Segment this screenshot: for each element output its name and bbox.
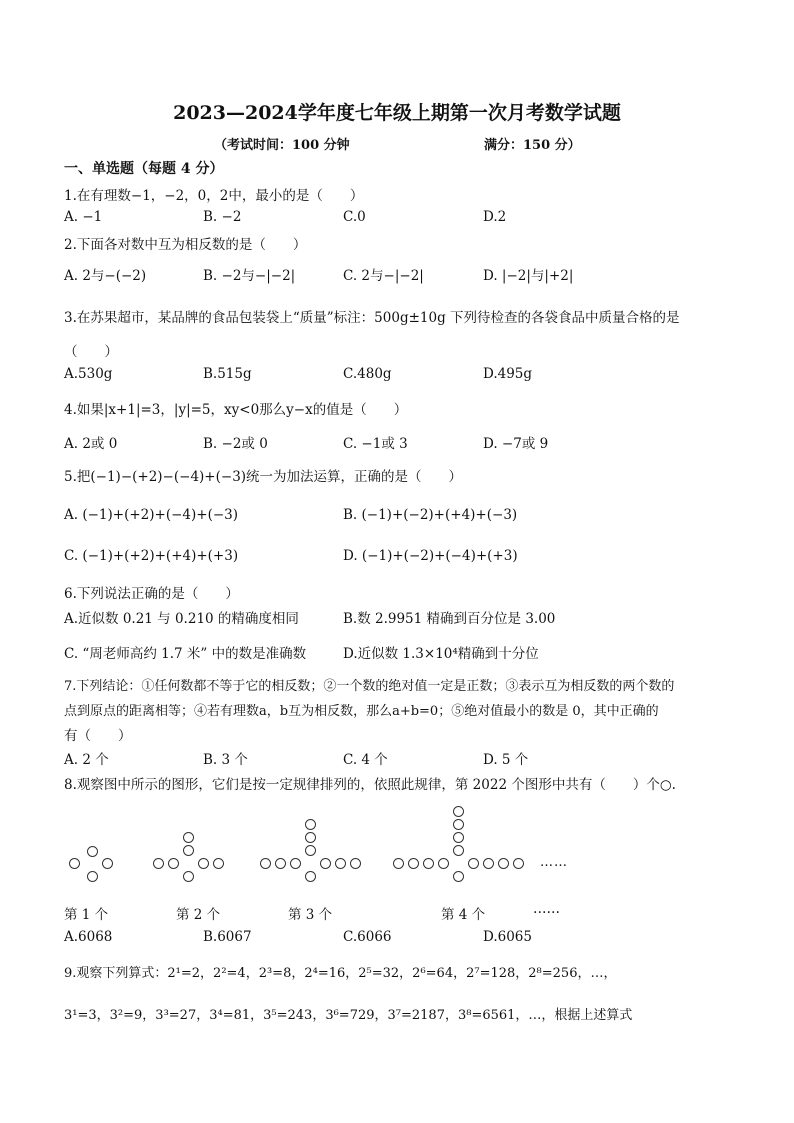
- circle: [69, 858, 80, 869]
- circle: [468, 858, 479, 869]
- q4-option-b: B. −2或 0: [203, 436, 268, 452]
- question-3-stem: 3.在苏果超市，某品牌的食品包装袋上“质量”标注：500g±10g 下列待检查的各袋食品中质量合格的是: [64, 310, 680, 326]
- circle: [305, 832, 316, 843]
- circle: [453, 819, 464, 830]
- q3-option-c: C.480g: [343, 366, 392, 382]
- q7-option-d: D. 5 个: [483, 752, 529, 768]
- q2-option-d: D. |−2|与|+2|: [483, 268, 574, 284]
- q3-option-d: D.495g: [483, 366, 533, 382]
- circle: [198, 858, 209, 869]
- section-heading: 一、单选题（每题 4 分）: [64, 161, 224, 177]
- question-7-stem-cont: 点到原点的距离相等；④若有理数a，b互为相反数，那么a+b=0；⑤绝对值最小的数是 0，其中正确的: [64, 704, 659, 719]
- circle: [275, 858, 286, 869]
- q1-option-b: B. −2: [203, 209, 242, 225]
- q6-option-c: C. “周老师高约 1.7 米” 中的数是准确数: [64, 646, 307, 662]
- figure-label-2: 第 2 个: [176, 907, 221, 923]
- q5-option-a: A. (−1)+(+2)+(−4)+(−3): [64, 507, 239, 523]
- circle: [320, 858, 331, 869]
- circle: [213, 858, 224, 869]
- circle: [408, 858, 419, 869]
- circle: [438, 858, 449, 869]
- circle: [350, 858, 361, 869]
- circle: [290, 858, 301, 869]
- question-7-stem: 7.下列结论：①任何数都不等于它的相反数；②一个数的绝对值一定是正数；③表示互为相反数的两个数的: [64, 679, 675, 694]
- question-9-stem: 9.观察下列算式：2¹=2，2²=4，2³=8，2⁴=16，2⁵=32，2⁶=64，2⁷=128，2⁸=256，…，: [64, 966, 617, 981]
- page-title: 2023—2024学年度七年级上期第一次月考数学试题: [173, 102, 621, 124]
- circle: [183, 832, 194, 843]
- circle: [453, 832, 464, 843]
- q7-option-c: C. 4 个: [343, 752, 388, 768]
- circle: [453, 806, 464, 817]
- circle: [260, 858, 271, 869]
- q4-option-d: D. −7或 9: [483, 436, 549, 452]
- figure-label-3: 第 3 个: [288, 907, 333, 923]
- q1-option-a: A. −1: [64, 209, 103, 225]
- circle: [87, 846, 98, 857]
- q1-option-d: D.2: [483, 209, 507, 225]
- q3-option-a: A.530g: [64, 366, 113, 382]
- circle: [305, 871, 316, 882]
- q5-option-b: B. (−1)+(−2)+(+4)+(−3): [343, 507, 518, 523]
- circle: [102, 858, 113, 869]
- circle: [423, 858, 434, 869]
- q6-option-b: B.数 2.9951 精确到百分位是 3.00: [343, 611, 556, 627]
- question-2-stem: 2.下面各对数中互为相反数的是（ ）: [64, 237, 307, 253]
- q8-option-c: C.6066: [343, 929, 392, 945]
- circle: [483, 858, 494, 869]
- q7-option-b: B. 3 个: [203, 752, 248, 768]
- question-6-stem: 6.下列说法正确的是（ ）: [64, 586, 239, 602]
- question-4-stem: 4.如果|x+1|=3，|y|=5，xy<0那么y−x的值是（ ）: [64, 402, 408, 418]
- q2-option-a: A. 2与−(−2): [64, 268, 147, 284]
- question-5-stem: 5.把(−1)−(+2)−(−4)+(−3)统一为加法运算，正确的是（ ）: [64, 469, 463, 485]
- q4-option-c: C. −1或 3: [343, 436, 408, 452]
- figure-ellipsis: ……: [540, 855, 568, 870]
- circle: [183, 845, 194, 856]
- q4-option-a: A. 2或 0: [64, 436, 118, 452]
- circle: [168, 858, 179, 869]
- q2-option-b: B. −2与−|−2|: [203, 268, 296, 284]
- question-3-stem-cont: （ ）: [64, 344, 118, 360]
- q8-option-b: B.6067: [203, 929, 252, 945]
- figure-label-4: 第 4 个: [441, 907, 486, 923]
- circle: [453, 871, 464, 882]
- circle: [453, 845, 464, 856]
- question-8-stem: 8.观察图中所示的图形，它们是按一定规律排列的，依照此规律，第 2022 个图形中共有（ ）个○.: [64, 777, 676, 793]
- q7-option-a: A. 2 个: [64, 752, 109, 768]
- q3-option-b: B.515g: [203, 366, 252, 382]
- circle: [87, 871, 98, 882]
- q2-option-c: C. 2与−|−2|: [343, 268, 424, 284]
- q5-option-c: C. (−1)+(+2)+(+4)+(+3): [64, 548, 239, 564]
- figure-label-1: 第 1 个: [64, 907, 109, 923]
- circle: [305, 819, 316, 830]
- q6-option-a: A.近似数 0.21 与 0.210 的精确度相同: [64, 611, 299, 627]
- question-1-stem: 1.在有理数−1，−2，0，2中，最小的是（ ）: [64, 188, 364, 204]
- circle: [393, 858, 404, 869]
- circle: [153, 858, 164, 869]
- q8-option-a: A.6068: [64, 929, 113, 945]
- q6-option-d: D.近似数 1.3×10⁴精确到十分位: [343, 646, 539, 662]
- question-7-stem-end: 有（ ）: [64, 728, 132, 744]
- circle: [335, 858, 346, 869]
- circle: [513, 858, 524, 869]
- figure-label-ellipsis: ……: [533, 901, 560, 917]
- exam-time: （考试时间：100 分钟: [214, 138, 350, 153]
- q8-option-d: D.6065: [483, 929, 532, 945]
- question-9-stem-cont: 3¹=3，3²=9，3³=27，3⁴=81，3⁵=243，3⁶=729，3⁷=2187，3⁸=6561，…，根据上述算式: [64, 1008, 633, 1023]
- q1-option-c: C.0: [343, 209, 366, 225]
- circle: [498, 858, 509, 869]
- exam-score: 满分：150 分）: [484, 138, 581, 153]
- circle: [183, 871, 194, 882]
- q5-option-d: D. (−1)+(−2)+(−4)+(+3): [343, 548, 518, 564]
- circle: [305, 845, 316, 856]
